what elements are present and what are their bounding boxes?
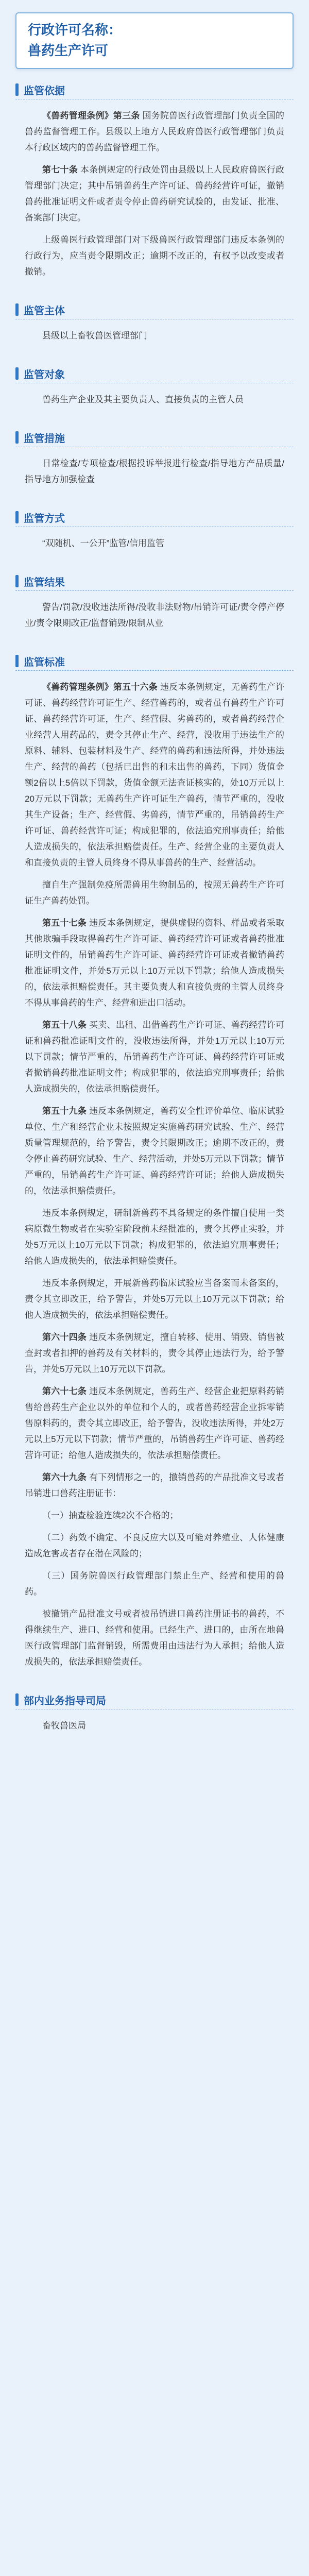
paragraph: 违反本条例规定，研制新兽药不具备规定的条件擅自使用一类病原微生物或者在实验室阶段前未经批准的，责令其停止实验，并处5万元以上10万元以下罚款；构成犯罪的，依法追究刑事责任；给他人造成损失的，依法承担赔偿责任。	[25, 1208, 284, 1266]
section-title: 监管结果	[24, 577, 65, 588]
section-bar-icon	[15, 511, 19, 523]
paragraph	[25, 915, 284, 1011]
paragraph: 畜牧兽医局	[42, 1721, 86, 1731]
section-content	[15, 591, 294, 640]
article-ref: 第六十九条	[42, 1472, 87, 1482]
section-measures	[15, 428, 294, 497]
section-header	[15, 80, 294, 99]
paragraph-text: 违反本条例规定，无兽药生产许可证、兽药经营许可证生产、经营兽药的，或者虽有兽药生产许可证、兽药经营许可证，生产、经营假、劣兽药的，或者兽药经营企业经营人用药品的，责令其停止生产、经营，没收用于违法生产的原料、辅料、包装材料及生产、经营的兽药和违法所得，并处违法生产、经营的兽药（包括已出售的和未出售的兽药，下同）货值金额2倍以上5倍以下罚款，货值金额无法查证核实的，处10万元以上20万元以下罚款；无兽药生产许可证生产兽药，情节严重的，没收其生产设备；生产、经营假、劣兽药，情节严重的，吊销兽药生产许可证、兽药经营许可证；构成犯罪的，依法追究刑事责任；给他人造成损失的，依法承担赔偿责任。生产、经营企业的主要负责人和直接负责的主管人员终身不得从事兽药的生产、经营活动。	[25, 682, 285, 868]
paragraph-text: 有下列情形之一的，撤销兽药的产品批准文号或者吊销进口兽药注册证书：	[25, 1472, 284, 1498]
section-result	[15, 572, 294, 640]
section-header	[15, 1690, 294, 1709]
section-basis	[15, 80, 294, 289]
article-ref: 第六十四条	[42, 1332, 87, 1342]
section-bar-icon	[15, 367, 19, 380]
paragraph	[25, 1383, 284, 1463]
section-content	[15, 99, 294, 289]
paragraph: （一）抽查检验连续2次不合格的；	[42, 1511, 179, 1520]
article-ref: 《兽药管理条例》第三条	[42, 111, 140, 121]
paragraph-text: 国务院兽医行政管理部门负责全国的兽药监督管理工作。县级以上地方人民政府兽医行政管理部门负责本行政区域内的兽药监督管理工作。	[25, 111, 284, 152]
article-ref: 第五十七条	[42, 918, 87, 928]
title-line-1: 行政许可名称：	[28, 22, 122, 38]
section-title: 监管标准	[24, 656, 65, 668]
article-ref: 第五十九条	[42, 1106, 87, 1116]
paragraph-text: 本条例规定的行政处罚由县级以上人民政府兽医行政管理部门决定；其中吊销兽药生产许可证、兽药经营许可证，撤销兽药批准证明文件或者责令停止兽药研究试验的，由发证、批准、备案部门决定。	[25, 165, 284, 223]
paragraph-text: 违反本条例规定，兽药安全性评价单位、临床试验单位、生产和经营企业未按照规定实施兽药研究试验、生产、经营质量管理规范的，给予警告，责令其限期改正；逾期不改正的，责令停止兽药研究试验、生产、经营活动，并处5万元以下罚款；情节严重的，吊销兽药生产许可证、兽药经营许可证；给他人造成损失的，依法承担赔偿责任。	[25, 1106, 284, 1196]
section-subject	[15, 300, 294, 353]
paragraph-text: 买卖、出租、出借兽药生产许可证、兽药经营许可证和兽药批准证明文件的，没收违法所得，并处1万元以上10万元以下罚款；情节严重的，吊销兽药生产许可证、兽药经营许可证或者撤销兽药批准证明文件；构成犯罪的，依法追究刑事责任；给他人造成损失的，依法承担赔偿责任。	[25, 1020, 284, 1094]
paragraph	[25, 1329, 284, 1377]
paragraph: 日常检查/专项检查/根据投诉举报进行检查/指导地方产品质量/指导地方加强检查	[25, 459, 284, 484]
section-bar-icon	[15, 1693, 19, 1706]
section-header	[15, 300, 294, 319]
section-bar-icon	[15, 303, 19, 316]
article-ref: 第五十八条	[42, 1020, 87, 1030]
section-guide	[15, 1690, 294, 1743]
section-content	[15, 383, 294, 417]
paragraph: 上级兽医行政管理部门对下级兽医行政管理部门违反本条例的行政行为，应当责令限期改正；逾期不改正的，有权予以改变或者撤销。	[25, 235, 284, 277]
title-card	[15, 12, 294, 69]
paragraph	[25, 1103, 284, 1199]
section-title: 监管措施	[24, 433, 65, 445]
paragraph	[25, 108, 284, 156]
title-line-2: 兽药生产许可	[28, 43, 109, 58]
section-content	[15, 527, 294, 561]
section-title: 监管方式	[24, 513, 65, 524]
section-bar-icon	[15, 575, 19, 587]
section-header	[15, 508, 294, 527]
paragraph	[25, 1017, 284, 1097]
paragraph: 警告/罚款/没收违法所得/没收非法财物/吊销许可证/责令停产停业/责令限期改正/监督销毁/限制从业	[25, 602, 284, 628]
article-ref: 《兽药管理条例》第五十六条	[42, 682, 158, 692]
section-title: 部内业务指导司局	[24, 1695, 106, 1707]
paragraph: 违反本条例规定，开展新兽药临床试验应当备案而未备案的，责令其立即改正，给予警告，并处5万元以上10万元以下罚款；给他人造成损失的，依法承担赔偿责任。	[25, 1278, 284, 1320]
section-content	[15, 447, 294, 497]
section-standard	[15, 652, 294, 1679]
paragraph	[25, 1469, 284, 1501]
section-bar-icon	[15, 431, 19, 444]
paragraph: （三）国务院兽医行政管理部门禁止生产、经营和使用的兽药。	[25, 1571, 284, 1597]
paragraph	[25, 679, 284, 871]
article-ref: 第七十条	[42, 165, 78, 175]
section-content	[15, 319, 294, 353]
section-title: 监管主体	[24, 305, 65, 317]
paragraph: “双随机、一公开”监管/信用监管	[42, 538, 165, 548]
paragraph	[25, 162, 284, 226]
section-bar-icon	[15, 83, 19, 96]
section-content	[15, 671, 294, 1679]
section-bar-icon	[15, 655, 19, 667]
paragraph-text: 违反本条例规定，擅自转移、使用、销毁、销售被查封或者扣押的兽药及有关材料的，责令其停止违法行为，给予警告，并处5万元以上10万元以下罚款。	[25, 1332, 284, 1374]
paragraph: 兽药生产企业及其主要负责人、直接负责的主管人员	[42, 395, 244, 404]
section-object	[15, 364, 294, 417]
article-ref: 第六十七条	[42, 1386, 87, 1396]
section-content	[15, 1709, 294, 1743]
section-title: 监管依据	[24, 85, 65, 97]
section-header	[15, 364, 294, 383]
paragraph: 擅自生产强制免疫所需兽用生物制品的，按照无兽药生产许可证生产兽药处罚。	[25, 880, 284, 906]
paragraph: 县级以上畜牧兽医管理部门	[42, 331, 147, 341]
section-method	[15, 508, 294, 561]
paragraph: （二）药效不确定、不良反应大以及可能对养殖业、人体健康造成危害或者存在潜在风险的；	[25, 1533, 284, 1558]
paragraph-text: 违反本条例规定，兽药生产、经营企业把原料药销售给兽药生产企业以外的单位和个人的，或者兽药经营企业拆零销售原料药的，责令其立即改正，给予警告，没收违法所得，并处2万元以上5万元以下罚款；情节严重的，吊销兽药生产许可证、兽药经营许可证；给他人造成损失的，依法承担赔偿责任。	[25, 1386, 284, 1460]
section-header	[15, 572, 294, 591]
section-title: 监管对象	[24, 369, 65, 381]
section-header	[15, 428, 294, 447]
section-header	[15, 652, 294, 671]
paragraph: 被撤销产品批准文号或者被吊销进口兽药注册证书的兽药，不得继续生产、进口、经营和使用。已经生产、进口的，由所在地兽医行政管理部门监督销毁，所需费用由违法行为人承担；给他人造成损失的，依法承担赔偿责任。	[25, 1609, 284, 1667]
paragraph-text: 违反本条例规定，提供虚假的资料、样品或者采取其他欺骗手段取得兽药生产许可证、兽药经营许可证或者兽药批准证明文件的，吊销兽药生产许可证、兽药经营许可证或者撤销兽药批准证明文件，并处5万元以上10万元以下罚款；给他人造成损失的，依法承担赔偿责任。其主要负责人和直接负责的主管人员终身不得从事兽药的生产、经营和进出口活动。	[25, 918, 284, 1008]
